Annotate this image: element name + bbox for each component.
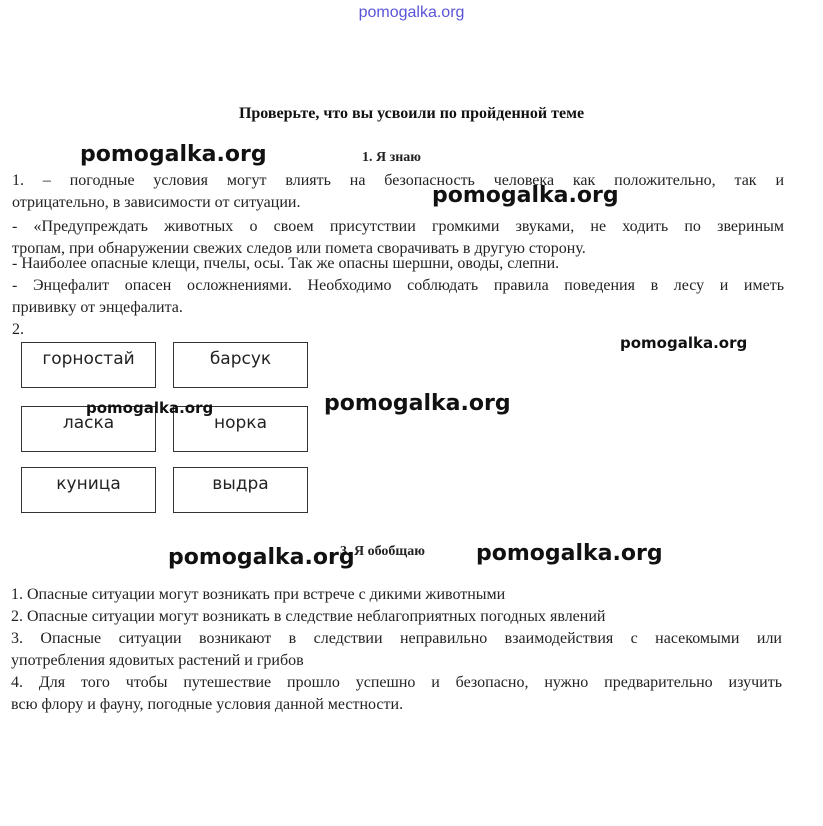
know-line-8: 2. (12, 321, 24, 338)
animal-box (21, 467, 156, 513)
watermark: pomogalka.org (324, 391, 511, 416)
section-know-text (12, 170, 784, 260)
watermark: pomogalka.org (432, 183, 619, 208)
watermark: pomogalka.org (476, 541, 663, 566)
animal-label: куница (56, 474, 121, 494)
animal-box (173, 342, 308, 388)
watermark: pomogalka.org (168, 545, 355, 570)
generalize-line-1: 1. Опасные ситуации могут возникать при встрече с дикими животными (11, 586, 506, 603)
section-heading-generalize: 3. Я обобщаю (340, 544, 425, 559)
watermark: pomogalka.org (620, 334, 748, 352)
page-title: Проверьте, что вы усвоили по пройденной теме (238, 105, 585, 122)
generalize-line-3: 3. Опасные ситуации возникают в следствии неправильно взаимодействия с насекомыми или (11, 630, 782, 647)
know-line-6: - Энцефалит опасен осложнениями. Необходимо соблюдать правила поведения в лесу и иметь (12, 277, 784, 294)
know-line-3: - «Предупреждать животных о своем присутствии громкими звуками, не ходить по звериным (12, 218, 784, 235)
generalize-line-2: 2. Опасные ситуации могут возникать в следствие неблагоприятных погодных явлений (11, 608, 606, 625)
watermark: pomogalka.org (80, 142, 267, 167)
animal-box (21, 342, 156, 388)
know-line-2: отрицательно, в зависимости от ситуации. (12, 194, 301, 211)
generalize-line-5: 4. Для того чтобы путешествие прошло успешно и безопасно, нужно предварительно изучить (11, 674, 782, 691)
know-line-1: 1. – погодные условия могут влиять на безопасность человека как положительно, так и (12, 172, 784, 189)
know-line-5: - Наиболее опасные клещи, пчелы, осы. Так же опасны шершни, оводы, слепни. (12, 255, 560, 272)
animal-box (173, 467, 308, 513)
animal-label: ласка (62, 413, 115, 433)
animal-label: норка (214, 413, 267, 433)
know-line-7: прививку от энцефалита. (12, 299, 183, 316)
top-watermark: pomogalka.org (358, 4, 465, 21)
watermark: pomogalka.org (86, 399, 214, 417)
animal-label: горностай (42, 349, 135, 369)
section-heading-know: 1. Я знаю (362, 150, 422, 165)
animal-label: выдра (212, 474, 269, 494)
section-generalize-text (11, 584, 782, 716)
section-know-text-2 (12, 253, 784, 275)
generalize-line-6: всю флору и фауну, погодные условия данной местности. (11, 696, 404, 713)
section-know-text-3 (12, 275, 784, 341)
animal-label: барсук (209, 349, 272, 369)
generalize-line-4: употребления ядовитых растений и грибов (11, 652, 304, 669)
know-line-4: тропам, при обнаружении свежих следов или помета сворачивать в другую сторону. (12, 240, 586, 257)
